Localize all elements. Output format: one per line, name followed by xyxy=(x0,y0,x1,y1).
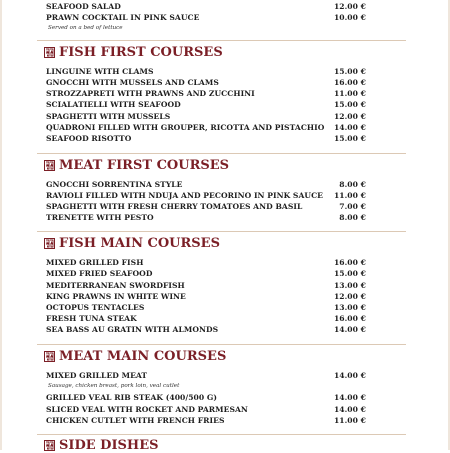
item-price: 12.00 € xyxy=(333,2,366,11)
item-note: Served on a bed of lettuce xyxy=(48,25,123,31)
item-price: 14.00 € xyxy=(333,325,366,334)
item-price: 16.00 € xyxy=(333,258,366,267)
item-name: SCIALATIELLI WITH SEAFOOD xyxy=(46,100,181,109)
item-name: FRESH TUNA STEAK xyxy=(46,314,137,323)
item-name: MIXED GRILLED MEAT xyxy=(46,371,148,380)
item-price: 14.00 € xyxy=(333,393,366,402)
greek-key-square-icon xyxy=(44,440,55,451)
greek-key-square-icon xyxy=(44,47,55,58)
item-name: SLICED VEAL WITH ROCKET AND PARMESAN xyxy=(46,405,248,414)
item-name: SEAFOOD RISOTTO xyxy=(46,134,132,143)
item-name: LINGUINE WITH CLAMS xyxy=(46,67,154,76)
item-price: 11.00 € xyxy=(333,416,366,425)
item-name: CHICKEN CUTLET WITH FRENCH FRIES xyxy=(46,416,225,425)
section-divider xyxy=(37,40,406,41)
item-price: 7.00 € xyxy=(339,202,366,211)
item-price: 13.00 € xyxy=(333,303,366,312)
item-name: GNOCCHI WITH MUSSELS AND CLAMS xyxy=(46,78,219,87)
page-edge-left xyxy=(0,0,2,450)
item-name: MIXED GRILLED FISH xyxy=(46,258,144,267)
item-price: 14.00 € xyxy=(333,371,366,380)
item-name: STROZZAPRETI WITH PRAWNS AND ZUCCHINI xyxy=(46,89,255,98)
item-name: GRILLED VEAL RIB STEAK (400/500 G) xyxy=(46,393,218,402)
item-price: 15.00 € xyxy=(333,100,366,109)
item-price: 15.00 € xyxy=(333,134,366,143)
item-price: 8.00 € xyxy=(339,213,366,222)
item-name: SPAGHETTI WITH FRESH CHERRY TOMATOES AND BASIL xyxy=(46,202,303,211)
section-title: MEAT FIRST COURSES xyxy=(59,158,230,173)
section-divider xyxy=(37,344,406,345)
greek-key-square-icon xyxy=(44,238,55,249)
item-name: GNOCCHI SORRENTINA STYLE xyxy=(46,180,183,189)
item-name: SEAFOOD SALAD xyxy=(46,2,121,11)
item-name: SEA BASS AU GRATIN WITH ALMONDS xyxy=(46,325,219,334)
section-title: FISH MAIN COURSES xyxy=(59,236,220,251)
greek-key-square-icon xyxy=(44,160,55,171)
item-name: SPAGHETTI WITH MUSSELS xyxy=(46,112,171,121)
item-price: 13.00 € xyxy=(333,281,366,290)
item-price: 8.00 € xyxy=(339,180,366,189)
item-price: 15.00 € xyxy=(333,269,366,278)
section-divider xyxy=(37,231,406,232)
item-name: QUADRONI FILLED WITH GROUPER, RICOTTA AND PISTACHIO xyxy=(46,123,325,132)
item-name: OCTOPUS TENTACLES xyxy=(46,303,145,312)
item-price: 11.00 € xyxy=(333,89,366,98)
item-price: 14.00 € xyxy=(333,123,366,132)
item-name: MEDITERRANEAN SWORDFISH xyxy=(46,281,185,290)
section-divider xyxy=(37,153,406,154)
item-note: Sausage, chicken breast, pork loin, veal cutlet xyxy=(48,383,180,389)
section-divider xyxy=(37,434,406,435)
item-price: 16.00 € xyxy=(333,314,366,323)
greek-key-square-icon xyxy=(44,351,55,362)
section-title: SIDE DISHES xyxy=(59,438,159,453)
section-title: MEAT MAIN COURSES xyxy=(59,349,227,364)
item-name: KING PRAWNS IN WHITE WINE xyxy=(46,292,186,301)
item-price: 16.00 € xyxy=(333,78,366,87)
item-price: 12.00 € xyxy=(333,112,366,121)
item-price: 10.00 € xyxy=(333,13,366,22)
item-price: 11.00 € xyxy=(333,191,366,200)
item-name: TRENETTE WITH PESTO xyxy=(46,213,154,222)
section-title: FISH FIRST COURSES xyxy=(59,45,223,60)
item-name: RAVIOLI FILLED WITH NDUJA AND PECORINO IN PINK SAUCE xyxy=(46,191,324,200)
item-price: 12.00 € xyxy=(333,292,366,301)
item-price: 15.00 € xyxy=(333,67,366,76)
item-name: PRAWN COCKTAIL IN PINK SAUCE xyxy=(46,13,200,22)
item-price: 14.00 € xyxy=(333,405,366,414)
item-name: MIXED FRIED SEAFOOD xyxy=(46,269,153,278)
